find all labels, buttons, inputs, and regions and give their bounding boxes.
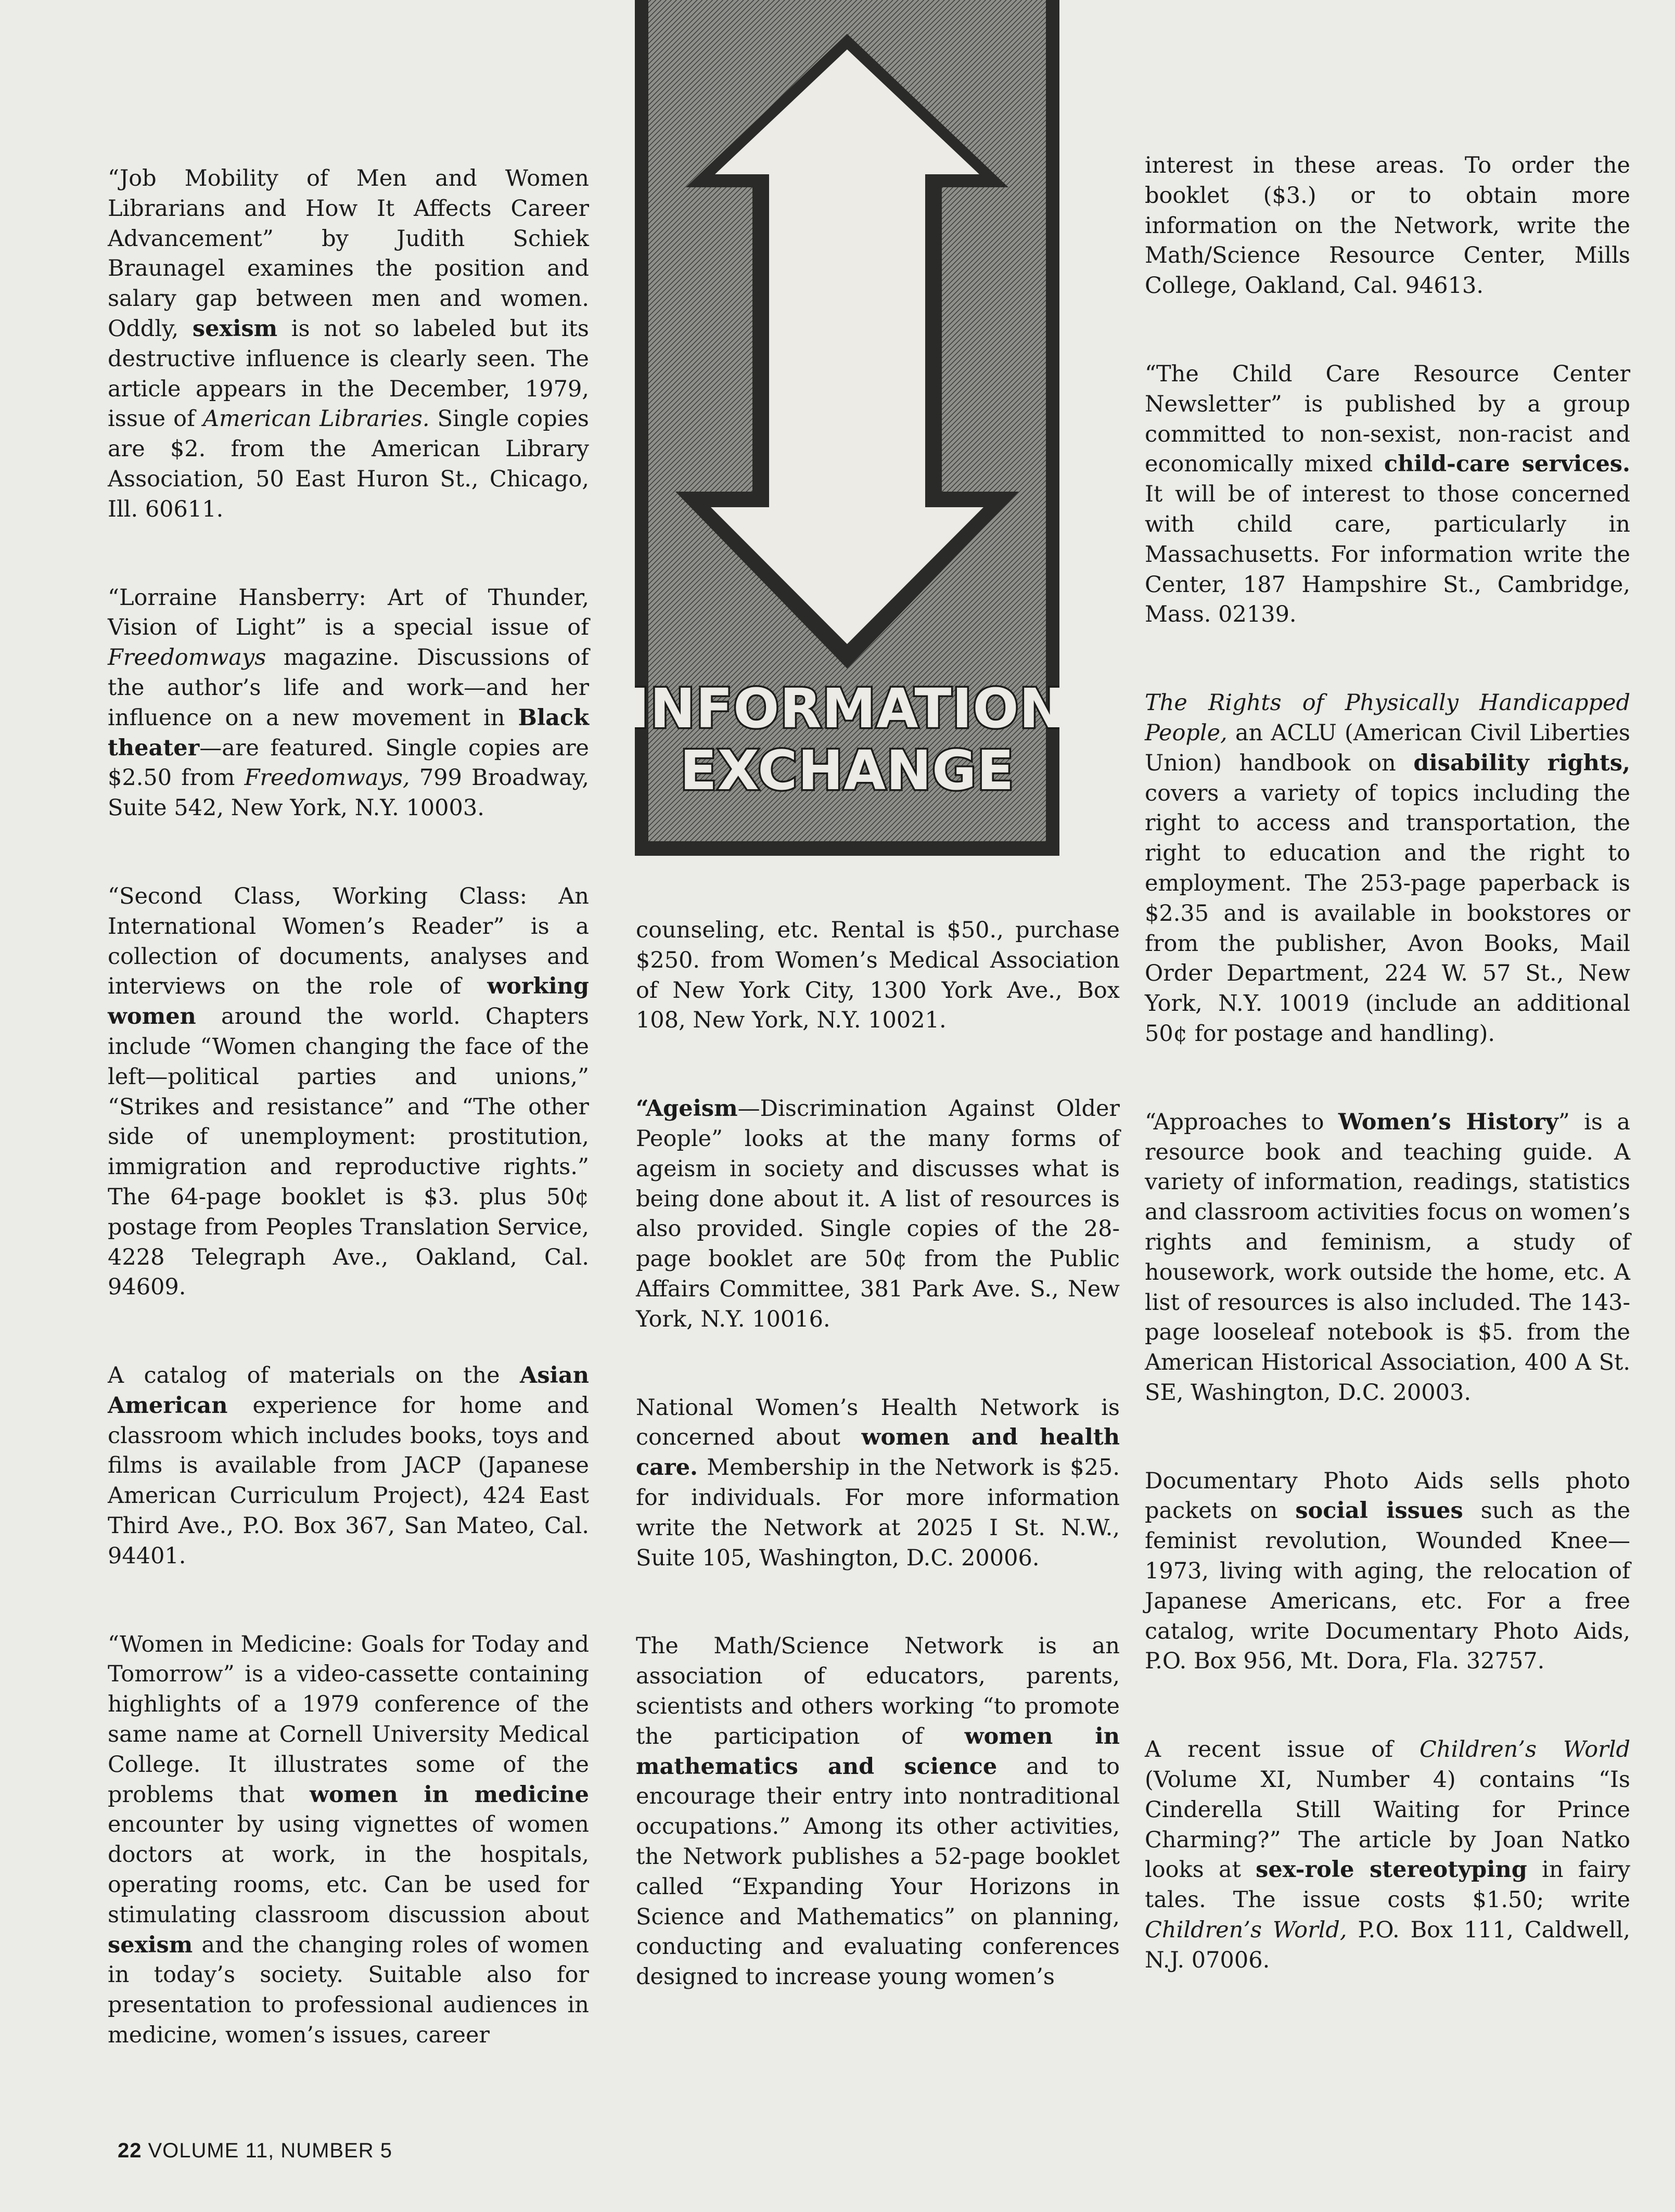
entry-text: Membership in the Network is $25. for individuals. For more information write the Network at 2025 I St. N.W., Suite 105, Washington, D.C. 20006. [636, 1455, 1120, 1571]
article-entry [108, 583, 589, 824]
entry-text: National Women’s Health Network is concerned about [636, 1394, 1120, 1451]
article-entry [636, 1393, 1120, 1574]
article-entry [636, 916, 1120, 1036]
article-entry [1145, 151, 1630, 301]
article-entry [1145, 1108, 1630, 1408]
entry-text: “Job Mobility of Men and Women Librarians and How It Affects Career Advancement” by Judith Schiek Braunagel examines the position and salary gap between men and women. Oddly, [108, 165, 589, 342]
entry-text: and the changing roles of women in today’s society. Suitable also for presentation to professional audiences in medicine, women’s issues, career [108, 1932, 589, 2049]
entry-text: is not so labeled but its destructive influence is clearly seen. The article appears in the December, 1979, issue of [108, 315, 589, 432]
entry-text: “The Child Care Resource Center Newsletter” is published by a group committed to non-sexist, non-racist and economically mixed [1145, 361, 1630, 478]
article-entry [636, 1094, 1120, 1334]
highlight-keyword: child-care services. [1384, 451, 1630, 478]
entry-text: (Volume XI, Number 4) contains “Is Cinderella Still Waiting for Prince Charming?” The article by Joan Natko looks at [1145, 1767, 1630, 1883]
entry-text: magazine. Discussions of the author’s life and work—and her influence on a new movement in [108, 645, 589, 731]
entry-text: and to encourage their entry into nontraditional occupations.” Among its other activities, the Network publishes a 52-page booklet called “Expanding Your Horizons in Science and Mathematics” on planning, conducting and evaluating conferences designed to increase young women’s [636, 1753, 1120, 1990]
left-column [108, 164, 589, 2051]
entry-text: experience for home and classroom which includes books, toys and films is available from JACP (Japanese American Curriculum Project), 424 East Third Ave., P.O. Box 367, San Mateo, Cal. 94401. [108, 1392, 589, 1569]
highlight-keyword: women in mathematics and science [636, 1723, 1120, 1780]
entry-text: Documentary Photo Aids sells photo packets on [1145, 1468, 1630, 1524]
entry-text: The Math/Science Network is an association of educators, parents, scientists and others working “to promote the participation of [636, 1633, 1120, 1750]
page-number: 22 [118, 2139, 142, 2162]
article-entry [108, 882, 589, 1303]
entry-text: “Lorraine Hansberry: Art of Thunder, Vision of Light” is a special issue of [108, 584, 589, 641]
publication-title: The Rights of Physically Handicapped People, [1145, 690, 1630, 746]
highlight-keyword: sex-role stereotyping [1256, 1857, 1527, 1883]
entry-text: counseling, etc. Rental is $50., purchase $250. from Women’s Medical Association of New York City, 1300 York Ave., Box 108, New York, N.Y. 10021. [636, 917, 1120, 1034]
highlight-keyword: Women’s History [1338, 1109, 1558, 1135]
issue-label: VOLUME 11, NUMBER 5 [148, 2139, 392, 2162]
publication-title: Children’s World, [1145, 1917, 1347, 1944]
entry-text: Single copies are $2. from the American Library Association, 50 East Huron St., Chicago, Ill. 60611. [108, 406, 589, 522]
entry-text: “Approaches to [1145, 1109, 1338, 1135]
highlight-keyword: Asian American [108, 1362, 589, 1419]
article-entry [636, 1631, 1120, 1992]
entry-text: P.O. Box 111, Caldwell, N.J. 07006. [1145, 1917, 1630, 1973]
right-column [1145, 151, 1630, 1976]
entry-text: It will be of interest to those concerned with child care, particularly in Massachusetts. For information write the Center, 187 Hampshire St., Cambridge, Mass. 02139. [1145, 481, 1630, 628]
article-entry [1145, 1467, 1630, 1677]
entry-text: “Second Class, Working Class: An International Women’s Reader” is a collection of documents, analyses and interviews on the role of [108, 883, 589, 1000]
entry-text: ” is a resource book and teaching guide. A variety of information, readings, statistics and classroom activities focus on women’s rights and feminism, a study of housework, work outside the home, etc. A list of resources is also included. The 143-page looseleaf notebook is $5. from the American Historical Association, 400 A St. SE, Washington, D.C. 20003. [1145, 1109, 1631, 1406]
highlight-keyword: working women [108, 973, 589, 1030]
entry-text: A recent issue of [1145, 1737, 1420, 1763]
entry-text: encounter by using vignettes of women doctors at work, in the hospitals, operating rooms, etc. Can be used for stimulating classroom discussion about [108, 1811, 589, 1928]
article-entry [1145, 1735, 1630, 1975]
highlight-keyword: “Ageism [636, 1096, 738, 1122]
entry-text: an ACLU (American Civil Liberties Union) handbook on [1145, 719, 1630, 776]
banner-title-line1: INFORMATION [635, 677, 1059, 740]
article-entry [108, 1361, 589, 1572]
entry-text: “Women in Medicine: Goals for Today and Tomorrow” is a video-cassette containing highlights of a 1979 conference of the same name at Cornell University Medical College. It illustrates some of the problems that [108, 1631, 589, 1808]
entry-text: A catalog of materials on the [108, 1362, 520, 1389]
article-entry [1145, 688, 1630, 1049]
page-footer [118, 2139, 392, 2163]
entry-text: such as the feminist revolution, Wounded Knee—1973, living with aging, the relocation of Japanese Americans, etc. For a free catalog, write Documentary Photo Aids, P.O. Box 956, Mt. Dora, Fla. 32757. [1145, 1498, 1631, 1675]
publication-title: Freedomways [108, 645, 266, 671]
article-entry [108, 1630, 589, 2051]
article-entry [108, 164, 589, 525]
highlight-keyword: sexism [192, 315, 278, 342]
highlight-keyword: Black theater [108, 704, 589, 761]
information-exchange-banner [635, 0, 1059, 856]
entry-text: covers a variety of topics including the right to access and transportation, the right to education and the right to employment. The 253-page paperback is $2.35 and is available in bookstores or from the publisher, Avon Books, Mail Order Department, 224 W. 57 St., New York, N.Y. 10019 (include an additional 50¢ for postage and handling). [1145, 780, 1630, 1047]
article-entry [1145, 359, 1630, 630]
highlight-keyword: disability rights, [1413, 750, 1630, 776]
entry-text: in fairy tales. The issue costs $1.50; write [1145, 1857, 1630, 1913]
entry-text: 799 Broadway, Suite 542, New York, N.Y. 10003. [108, 765, 589, 821]
middle-column [636, 916, 1120, 1992]
banner-title-line2: EXCHANGE [680, 739, 1015, 802]
highlight-keyword: women and health care. [636, 1424, 1120, 1481]
entry-text: —are featured. Single copies are $2.50 from [108, 735, 589, 791]
highlight-keyword: women in medicine [310, 1781, 589, 1808]
publication-title: American Libraries. [202, 406, 430, 432]
banner-graphic [635, 0, 1059, 856]
highlight-keyword: social issues [1295, 1498, 1463, 1524]
entry-text: —Discrimination Against Older People” looks at the many forms of ageism in society and discusses what is being done about it. A list of resources is also provided. Single copies of the 28-page booklet are 50¢ from the Public Affairs Committee, 381 Park Ave. S., New York, N.Y. 10016. [636, 1096, 1120, 1332]
entry-text: interest in these areas. To order the booklet ($3.) or to obtain more information on the Network, write the Math/Science Resource Center, Mills College, Oakland, Cal. 94613. [1145, 152, 1630, 299]
highlight-keyword: sexism [108, 1932, 193, 1958]
publication-title: Freedomways, [244, 765, 410, 791]
publication-title: Children’s World [1420, 1737, 1630, 1763]
entry-text: around the world. Chapters include “Women changing the face of the left—political parties and unions,” “Strikes and resistance” and “The other side of unemployment: prostitution, immigration and reproductive rights.” The 64-page booklet is $3. plus 50¢ postage from Peoples Translation Service, 4228 Telegraph Ave., Oakland, Cal. 94609. [108, 1004, 589, 1301]
